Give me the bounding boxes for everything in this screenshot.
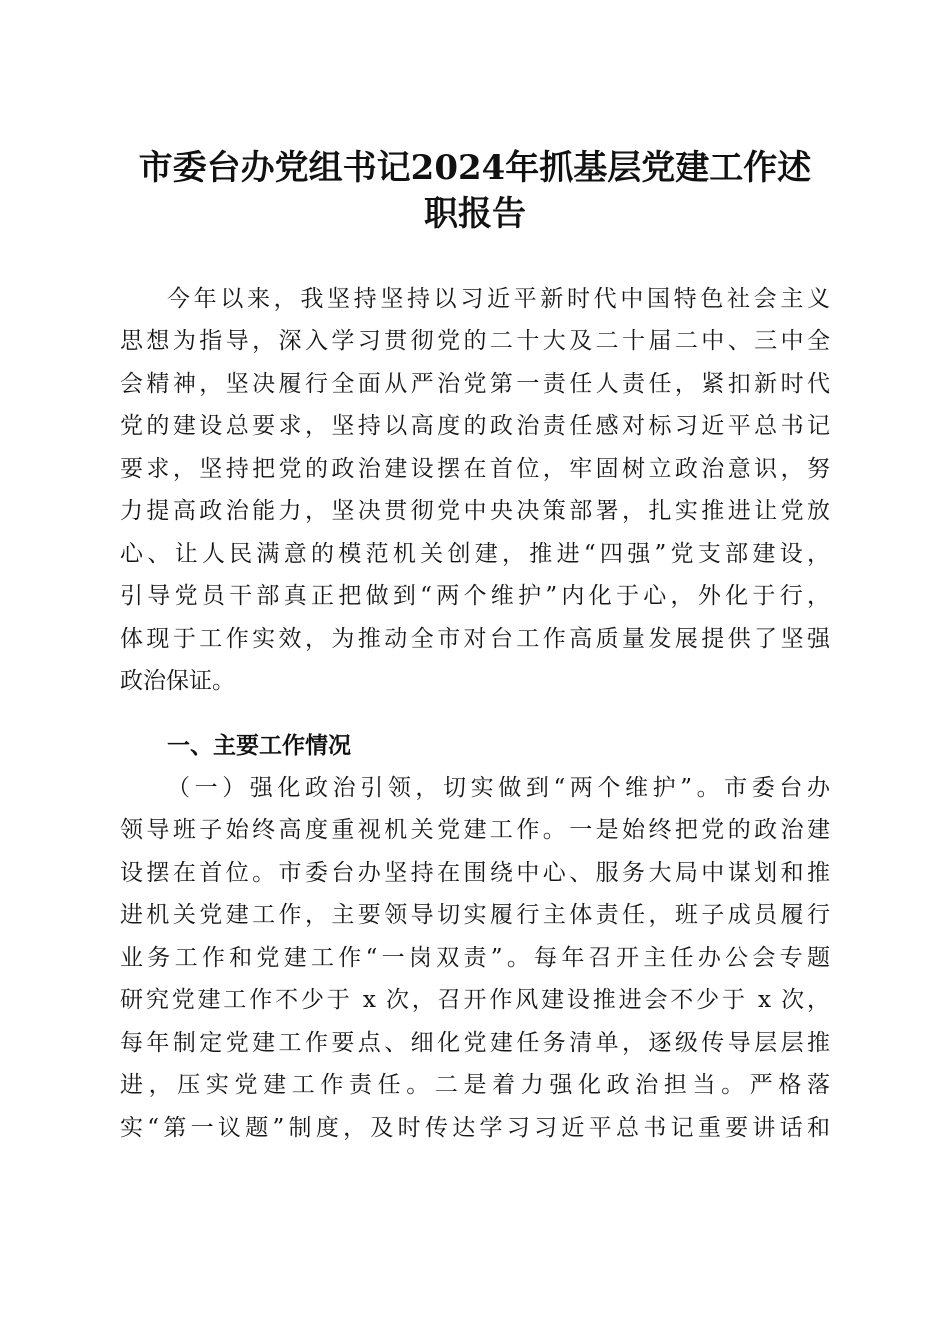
intro-line-8: 引导党员干部真正把做到“两个维护”内化于心，外化于行， xyxy=(120,583,830,609)
body-line-1: （一）强化政治引领，切实做到“两个维护”。市委台办 xyxy=(167,775,830,801)
document-title-line-1: 市委台办党组书记2024年抓基层党建工作述 xyxy=(138,148,812,188)
intro-line-3: 会精神，坚决履行全面从严治党第一责任人责任，紧扣新时代 xyxy=(120,371,830,397)
intro-line-4: 党的建设总要求，坚持以高度的政治责任感对标习近平总书记 xyxy=(120,413,830,439)
body-line-6: 研究党建工作不少于 x 次，召开作风建设推进会不少于 x 次， xyxy=(120,987,830,1013)
body-line-7: 每年制定党建工作要点、细化党建任务清单，逐级传导层层推 xyxy=(120,1030,830,1056)
intro-line-2: 思想为指导，深入学习贯彻党的二十大及二十届二中、三中全 xyxy=(120,328,830,354)
body-line-4: 进机关党建工作，主要领导切实履行主体责任，班子成员履行 xyxy=(120,902,830,928)
body-line-8: 进，压实党建工作责任。二是着力强化政治担当。严格落 xyxy=(120,1072,830,1098)
intro-line-1: 今年以来，我坚持坚持以习近平新时代中国特色社会主义 xyxy=(167,286,830,312)
section-heading: 一、主要工作情况 xyxy=(167,733,351,759)
document-title-line-2: 职报告 xyxy=(424,194,526,234)
intro-line-9: 体现于工作实效，为推动全市对台工作高质量发展提供了坚强 xyxy=(120,626,830,652)
intro-line-5: 要求，坚持把党的政治建设摆在首位，牢固树立政治意识，努 xyxy=(120,456,830,482)
body-line-2: 领导班子始终高度重视机关党建工作。一是始终把党的政治建 xyxy=(120,817,830,843)
body-line-9: 实“第一议题”制度，及时传达学习习近平总书记重要讲话和 xyxy=(120,1115,830,1141)
intro-line-7: 心、让人民满意的模范机关创建，推进“四强”党支部建设， xyxy=(120,541,830,567)
body-line-3: 设摆在首位。市委台办坚持在围绕中心、服务大局中谋划和推 xyxy=(120,860,830,886)
body-line-5: 业务工作和党建工作“一岗双责”。每年召开主任办公会专题 xyxy=(120,945,830,971)
intro-line-10: 政治保证。 xyxy=(120,668,235,694)
intro-line-6: 力提高政治能力，坚决贯彻党中央决策部署，扎实推进让党放 xyxy=(120,498,830,524)
